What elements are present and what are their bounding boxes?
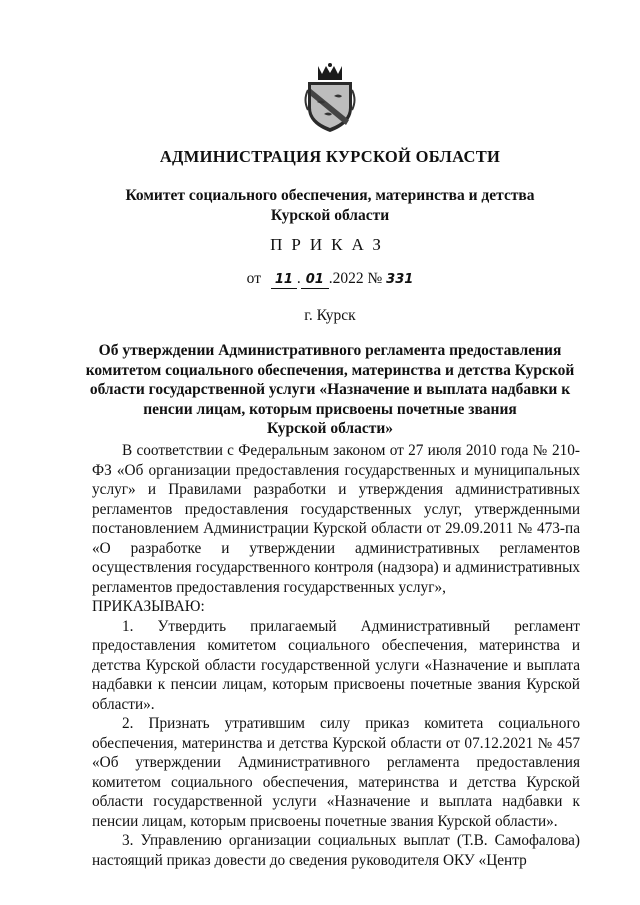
organization-title: АДМИНИСТРАЦИЯ КУРСКОЙ ОБЛАСТИ bbox=[159, 147, 501, 166]
coat-of-arms-icon bbox=[302, 62, 358, 134]
date-number-line: от 11 . 01 .2022 № 331 bbox=[246, 270, 414, 287]
date-month-value: 01 bbox=[305, 272, 324, 287]
date-prefix: от bbox=[246, 270, 261, 287]
order-item: 1. Утвердить прилагаемый Административный регламент предоставления комитетом социального обеспечения, материнства и детства Курской области государственной услуги «Назначение и выплата надбавки к пенсии лицам, которым присвоены почетные звания Курской области». bbox=[92, 617, 580, 713]
committee-line-2: Курской области bbox=[270, 207, 390, 224]
date-day bbox=[271, 270, 297, 289]
subject-line: пенсии лицам, которым присвоены почетные звания bbox=[143, 400, 517, 418]
order-number: 331 bbox=[386, 272, 414, 287]
subject-line: комитетом социального обеспечения, материнства и детства Курской bbox=[85, 361, 575, 379]
date-year: .2022 № bbox=[328, 270, 383, 287]
document-type: ПРИКАЗ bbox=[270, 235, 390, 254]
city: г. Курск bbox=[304, 307, 356, 324]
order-word: ПРИКАЗЫВАЮ: bbox=[92, 598, 205, 615]
date-month bbox=[301, 270, 329, 289]
committee-name bbox=[80, 186, 580, 226]
order-body bbox=[92, 441, 580, 870]
subject-line: области государственной услуги «Назначение и выплата надбавки к bbox=[89, 381, 571, 398]
preamble-paragraph: В соответствии с Федеральным законом от 27 июля 2010 года № 210-ФЗ «Об организации предоставления государственных и муниципальных услуг» и Правилами разработки и утверждения административных регламентов предоставления государственных услуг, утвержденными постановлением Администрации Курской области от 29.09.2011 № 473-па «О разработке и утверждении административных регламентов осуществления государственного контроля (надзора) и административных регламентов предоставления государственных услуг», bbox=[92, 442, 580, 596]
subject-line: Об утверждении Административного регламента предоставления bbox=[98, 342, 562, 359]
subject-line: Курской области» bbox=[266, 420, 394, 437]
subject-heading bbox=[80, 341, 580, 439]
order-item: 2. Признать утратившим силу приказ комитета социального обеспечения, материнства и детства Курской области от 07.12.2021 № 457 «Об утверждении Административного регламента предоставления комитетом социального обеспечения, материнства и детства Курской области государственной услуги «Назначение и выплата надбавки к пенсии лицам, которым присвоены почетные звания Курской области». bbox=[92, 715, 580, 830]
order-item: 3. Управлению организации социальных выплат (Т.В. Самофалова) настоящий приказ довести до сведения руководителя ОКУ «Центр bbox=[92, 832, 580, 869]
date-day-value: 11 bbox=[274, 272, 293, 287]
committee-line-1: Комитет социального обеспечения, материнства и детства bbox=[125, 187, 535, 204]
